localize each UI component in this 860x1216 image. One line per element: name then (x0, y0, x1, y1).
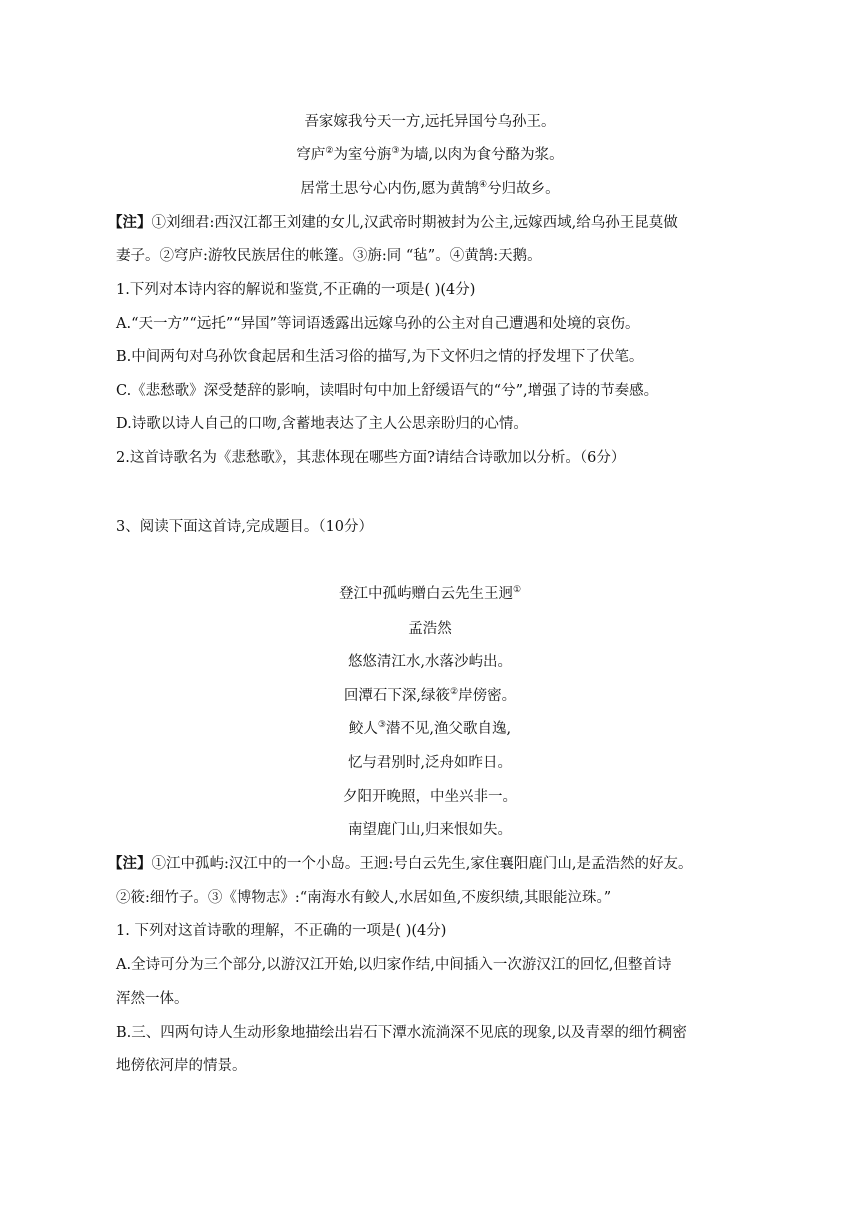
poem2-line-3: 鲛人③潜不见,渔父歌自逸, (348, 720, 512, 737)
section-3-option-b: B.三、四两句诗人生动形象地描绘出岩石下潭水流淌深不见底的现象,以及青翠的细竹稠密 (116, 1025, 687, 1041)
footnote-marker: ② (325, 146, 334, 156)
footnote-marker: ③ (377, 720, 386, 730)
poem2-author: 孟浩然 (408, 621, 452, 637)
question-1-option-c: C.《悲愁歌》深受楚辞的影响，读唱时句中加上舒缓语气的“兮”,增强了诗的节奏感。 (116, 383, 659, 399)
poem2-line-1: 悠悠清江水,水落沙屿出。 (347, 654, 513, 670)
section-3-option-b-cont: 地傍依河岸的情景。 (116, 1058, 247, 1074)
poem1-line-2: 穹庐②为室兮旃③为墙,以肉为食兮酪为浆。 (296, 146, 564, 163)
poem2-title: 登江中孤屿赠白云先生王迥① (338, 585, 522, 602)
poem2-note-2: ②筱:细竹子。③《博物志》:“南海水有鲛人,水居如鱼,不废织绩,其眼能泣珠。” (116, 890, 612, 906)
poem1-note-2: 妻子。②穹庐:游牧民族居住的帐篷。③旃:同 “毡”。④黄鹄:天鹅。 (116, 248, 542, 264)
poem1-line-1: 吾家嫁我兮天一方,远托异国兮乌孙王。 (304, 114, 556, 130)
poem2-note-1: 【注】①江中孤屿:汉江中的一个小岛。王迥:号白云先生,家住襄阳鹿门山,是孟浩然的好友。 (108, 855, 693, 872)
note-label: 【注】 (108, 855, 152, 872)
footnote-marker: ③ (391, 146, 400, 156)
section-3-question-1-stem: 1. 下列对这首诗歌的理解，不正确的一项是( )(4分) (116, 923, 447, 939)
poem2-line-4: 忆与君别时,泛舟如昨日。 (347, 755, 513, 771)
question-1-option-a: A.“天一方”“远托”“异国”等词语透露出远嫁乌孙的公主对自己遭遇和处境的哀伤。 (116, 316, 640, 332)
footnote-marker: ② (450, 687, 459, 697)
question-1-option-d: D.诗歌以诗人自己的口吻,含蓄地表达了主人公思亲盼归的心情。 (116, 416, 528, 432)
poem1-line-3: 居常土思兮心内伤,愿为黄鹄④兮归故乡。 (300, 180, 560, 197)
footnote-marker: ① (512, 585, 522, 595)
question-1-stem: 1.下列对本诗内容的解说和鉴赏,不正确的一项是( )(4分) (116, 282, 476, 298)
section-3-option-a-cont: 浑然一体。 (116, 991, 189, 1007)
footnote-marker: ④ (479, 180, 488, 190)
section-3-option-a: A.全诗可分为三个部分,以游汉江开始,以归家作结,中间插入一次游汉江的回忆,但整首诗 (116, 957, 672, 973)
note-label: 【注】 (108, 214, 152, 231)
question-2-stem: 2.这首诗歌名为《悲愁歌》，其悲体现在哪些方面?请结合诗歌加以分析。（6分） (116, 450, 626, 466)
question-1-option-b: B.中间两句对乌孙饮食起居和生活习俗的描写,为下文怀归之情的抒发埋下了伏笔。 (116, 349, 644, 365)
poem2-line-2: 回潭石下深,绿筱②岸傍密。 (343, 687, 517, 704)
poem1-note-1: 【注】①刘细君:西汉江都王刘建的女儿,汉武帝时期被封为公主,远嫁西域,给乌孙王昆莫做 (108, 214, 678, 231)
section-3-heading: 3、阅读下面这首诗,完成题目。（10分） (116, 519, 374, 535)
poem2-line-5: 夕阳开晚照，中坐兴非一。 (343, 789, 517, 805)
poem2-line-6: 南望鹿门山,归来恨如失。 (347, 822, 513, 838)
